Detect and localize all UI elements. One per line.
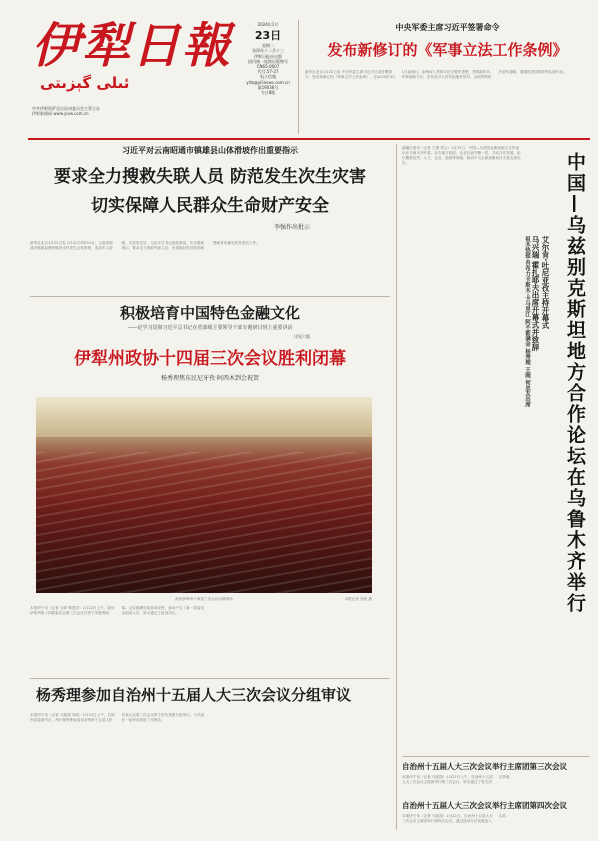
conference-photo — [36, 397, 372, 593]
photo-credit: 本报记者 张波 摄 — [344, 597, 372, 601]
cppcc-headline: 伊犁州政协十四届三次会议胜利闭幕 — [74, 349, 346, 369]
page-count: 今日8版 — [260, 90, 276, 96]
date-day: 23日 — [254, 29, 282, 43]
npc-story — [30, 684, 390, 841]
npc-headline: 杨秀理参加自治州十五届人大三次会议分组审议 — [36, 686, 352, 704]
lead-byline: 李强作出批示 — [273, 224, 310, 231]
date-weekday: 星期二 — [262, 43, 274, 49]
top-story — [305, 22, 590, 120]
cn-number: CN65-0007 — [256, 64, 280, 70]
finance-subheadline: ——论学习贯彻习近平总书记在省部级主要领导干部专题研讨班上重要讲话 — [127, 325, 293, 331]
sidebar-sub-3: 祖木热提·吾布力卡斯木·卡马里江 阿不都满金 杨秀理 王刚 何忠友出席 — [524, 236, 530, 408]
sidebar-sub-2: 马兴瑞 霍扎耶夫出席开幕式并致辞 — [531, 236, 540, 352]
lead-story — [30, 145, 390, 283]
date-block — [238, 22, 298, 95]
lead-story-body: 新华社北京1月22日电 1月22日5时51分，云南省昭通市镇雄县塘房镇凉水村发生山体滑坡，造成多人被埋。灾害发生后，习近平总书记高度重视，作出重要指示，要求全力搜救失联人员，妥善做好伤员救治和遇难者家属安抚等善后工作。 — [30, 241, 260, 251]
finance-headline: 积极培育中国特色金融文化 — [119, 304, 300, 322]
sidebar-body: 新疆日报讯（记者 王勇 刘云）1月22日，中国—乌兹别克斯坦地方合作论坛在乌鲁木齐开幕，双方地方政府、企业代表齐聚一堂，共话合作发展。论坛聚焦经贸、人文、农业、能源等领域，推动中乌全面战略伙伴关系走深走实。 — [402, 146, 521, 166]
website-line: 伊犁新闻网 www.ylxw.com.cn — [32, 111, 89, 116]
sidebar-story — [402, 146, 590, 756]
uyghur-logo: ئىلى گېزىتى — [40, 74, 130, 92]
finance-note: 详见六版 — [294, 334, 310, 339]
date-year-month: 2024年1月 — [257, 22, 279, 27]
bottom-right-headline-1: 自治州十五届人大三次会议举行主席团第三次会议 — [402, 762, 567, 771]
lead-headline-1: 要求全力搜救失联人员 防范发生次生灾害 — [54, 167, 366, 187]
photo-caption: 政协伊犁州十四届三次会议闭幕现场 — [175, 597, 233, 601]
email-address: ylrb@yilinews.com.cn — [246, 79, 290, 85]
issue-number: 第19036号 — [257, 84, 279, 90]
lead-headline-2: 切实保障人民群众生命财产安全 — [91, 196, 329, 216]
date-lunar: 癸卯年十二月十三 — [252, 48, 284, 54]
sidebar-headline: 中国—乌兹别克斯坦地方合作论坛在乌鲁木齐举行 — [564, 152, 586, 614]
email-label: 电子信箱 — [260, 74, 276, 80]
cn-label: 国内统一连续出版物号 — [248, 58, 288, 64]
cppcc-story — [30, 344, 390, 382]
masthead — [32, 18, 233, 116]
bottom-right-body-1: 本报伊宁讯（记者 马振翔）1月22日上午，自治州十五届人大三次会议主席团举行第三次会议，审议通过了有关决议草案。 — [402, 775, 513, 785]
publisher-line: 中共伊犁哈萨克自治州委员会主管主办 — [32, 106, 100, 111]
cppcc-body: 本报伊宁讯（记者 马婷 韩思芳）1月22日上午，政协伊犁州第十四届委员会第三次会议在伊宁市胜利闭幕。会议圆满完成各项议程，选举产生了新一届委员会组成人员，审议通过了政治决议。 — [30, 606, 205, 616]
top-story-kicker: 中央军委主席习近平签署命令 — [395, 23, 500, 32]
lead-story-kicker: 习近平对云南昭通市镇雄县山体滑坡作出重要指示 — [122, 146, 298, 155]
newspaper-logo: 伊犁日報 — [32, 18, 233, 74]
bottom-right-story-2 — [402, 800, 590, 838]
top-story-body: 新华社北京1月22日电 中央军委主席习近平日前签署命令，发布新修订的《军事立法工作条例》，自2024年3月1日起施行。条例深入贯彻习近平强军思想，贯彻新时代军事战略方针，坚持党对人民军队绝对领导，全面贯彻依法治军战略，着眼推进国防和军队现代化。 — [305, 70, 567, 80]
top-story-headline: 发布新修订的《军事立法工作条例》 — [327, 41, 568, 59]
cppcc-byline: 杨秀理焦东民尼牙孜·阿西木到会祝贺 — [161, 375, 259, 382]
npc-body: 本报伊宁讯（记者 马振翔 刘成）1月22日上午，自治州党委副书记、州长杨秀理参加自治州第十五届人民代表大会第三次会议伊宁市代表团分组审议，与代表们一起审议政府工作报告。 — [30, 713, 205, 723]
post-code: 代号:57-27 — [257, 69, 279, 75]
sidebar-sub-1: 艾尔肯·吐尼亚孜主持开幕式 — [541, 236, 550, 329]
bottom-right-headline-2: 自治州十五届人大三次会议举行主席团第四次会议 — [402, 801, 567, 810]
bottom-right-story-1 — [402, 761, 590, 797]
finance-story — [30, 302, 390, 339]
bottom-right-body-2: 本报伊宁讯（记者 马振翔）1月22日，自治州十五届人大三次会议主席团举行第四次会议，通过选举办法及候选人名单。 — [402, 814, 510, 824]
publisher-name: 伊犁日报社出版 — [254, 53, 282, 59]
